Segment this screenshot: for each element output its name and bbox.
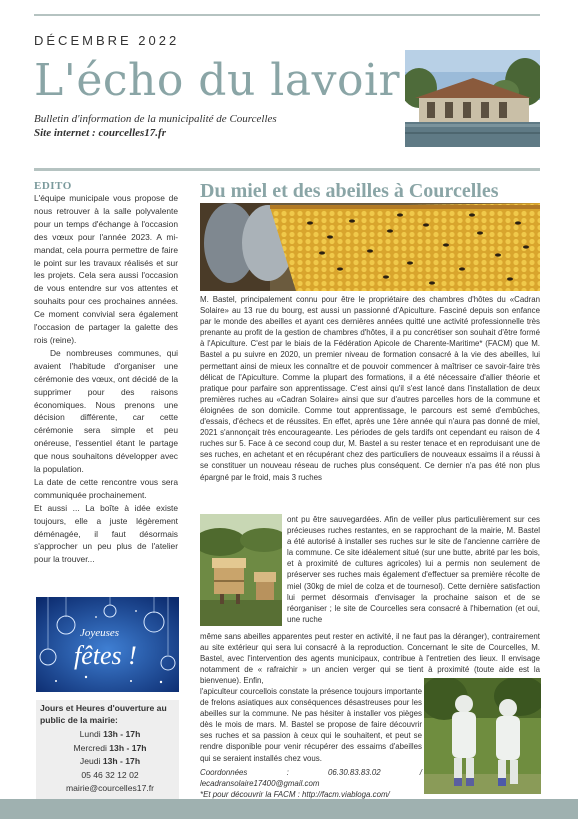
hours-email: mairie@courcelles17.fr xyxy=(65,783,154,794)
hours-row xyxy=(40,755,180,769)
header-rule xyxy=(34,168,540,171)
hours-row xyxy=(40,742,180,756)
lavoir-photo xyxy=(405,50,540,147)
beekeepers-photo xyxy=(424,678,541,794)
edito-text xyxy=(34,192,178,566)
greeting-line2: fêtes ! xyxy=(74,641,137,670)
greeting-line1: Joyeuses xyxy=(80,627,120,639)
hours-day: Mercredi xyxy=(73,742,107,753)
edito-paragraph: De nombreuses communes, qui avaient l'habitude d'organiser une cérémonie des vœux, ont décidé de la supprimer pour des raisons économiques. Nous prenons une décision différente, car cette cérémonie sera simple et peu onéreuse, l'essentiel étant le partage que nous souhaitons développer avec la population. xyxy=(34,347,178,475)
article-text-2 xyxy=(287,514,540,625)
hours-day: Lundi xyxy=(79,729,101,739)
hours-phone: 05 46 32 12 02 xyxy=(81,769,139,780)
newsletter-subtitle: Bulletin d'information de la municipalité de Courcelles xyxy=(34,113,277,125)
article-text-4 xyxy=(200,686,422,800)
greeting-card xyxy=(36,597,179,692)
article-paragraph: l'apiculteur courcellois constate la présence toujours importante de frelons asiatiques aux conséquences désastreuses pour les abeilles sur la commune. Ne pas hésiter à installer vos pièges dès le mois de mars. M. Bastel se propose de faire découvrir ses ruches et sa passion à ceux qui le souhaitent, et peut se rendre disponible pour venir récupérer des essaims d'abeilles qui se seraient installés chez vous. xyxy=(200,687,422,763)
hours-day: Jeudi xyxy=(79,756,101,767)
footer-band xyxy=(0,799,578,819)
edito-paragraph: Et aussi ... La boîte à idée existe toujours, elle a juste légèrement déménagée, il faut désormais s'approcher un peu plus de l'atelier pour la trouver... xyxy=(34,502,178,565)
website-line: Site internet : courcelles17.fr xyxy=(34,127,166,139)
issue-date: DÉCEMBRE 2022 xyxy=(34,33,180,48)
beehive-photo xyxy=(200,514,282,626)
article-title: Du miel et des abeilles à Courcelles xyxy=(200,180,499,202)
article-contact: Coordonnées : 06.30.83.83.02 / lecadransolaire17400@gmail.com xyxy=(200,767,422,788)
article-footnote: *Et pour découvrir la FACM : http://facm.viabloga.com/ xyxy=(200,789,390,799)
hours-row xyxy=(40,728,180,742)
top-rule xyxy=(34,14,540,16)
honeycomb-photo xyxy=(200,203,540,291)
hours-time: 13h - 17h xyxy=(102,756,141,767)
newsletter-title: L'écho du lavoir xyxy=(34,55,401,106)
hours-time: 13h - 17h xyxy=(109,742,147,753)
edito-paragraph: L'équipe municipale vous propose de nous retrouver à la salle polyvalente pour un temps d'échange à l'occasion des vœux pour l'année 2023. A mi-mandat, cela pourra permettre de faire le point sur les travaux réalisés et sur les projets. Cela sera aussi l'occasion de vous entendre sur vos attentes et souhaits pour ces prochaines années. Ce moment convivial sera également l'occasion de partager la galette des rois (reine). xyxy=(34,193,178,345)
hours-box xyxy=(40,703,180,796)
article-paragraph: M. Bastel, principalement connu pour être le propriétaire des chambres d'hôtes du «Cadran Solaire» au 13 rue du bourg, est aussi un passionné d'Apiculture. Fasciné depuis son enfance par le monde des abeilles et ayant ces dernières années quitté une activité professionnelle très prenante au profit de la gestion de chambres d'hôtes, il a pu concrétiser son souhait d'être formé à l'Apiculture. C'est par le biais de la Fédération Apicole de Charente-Maritime* (FACM) que M. Bastel a pu suivre en 2020, un premier niveau de formation consacré à la vie des abeilles, lui permettant ainsi de mieux les connaître et de pouvoir commencer à maîtriser ce savoir-faire très délicat de l'Apiculture. Comme la plupart des formations, il a été nécessaire d'allier théorie et pratique pour parfaire son apprentissage. C'est ainsi qu'il s'est lancé dans l'installation de deux premières ruches au «Cadran Solaire» ainsi que sur d'autres parcelles hors de la commune et éloignées de son domicile. Comme tout apprentissage, le parcours est semé d'embûches, d'essais, d'échecs et de réussites. En effet, après une 1ère année qui n'aura pas donné de miel, 2021 s'annonçait très encourageante. Les périodes de gels tardifs ont cependant eu raison de 4 ruches sur 5. Face à ce second coup dur, M. Bastel a su rester tenace et en reproduisant une de ses ruches, en achetant et en récupérant chez des particuliers de nouveaux essaims il a réussi à se constituer un nouveau réseau de ruches plus conséquent. Ce dernier n'a pas été non plus épargné par le froid, mais 3 ruches xyxy=(200,295,540,482)
article-paragraph: ont pu être sauvegardées. Afin de veiller plus particulièrement sur ces précieuses ruches restantes, en se rapprochant de la mairie, M. Bastel a été autorisé à installer ses ruches sur le site de l'ancienne carrière de la commune. Ce site idéalement situé (sur une butte, abrité par les bois, et à proximité de cultures agricoles) lui a permis non seulement de préserver ses ruches mais également d'effectuer sa première récolte de miel (30kg de miel de colza et de tournesol). Cette dernière satisfaction lui permet désormais d'envisager la prochaine saison et de se réorganiser ; le site de Courcelles sera consacré à l'hibernation (et oui, une ruche xyxy=(287,515,540,624)
article-text-1 xyxy=(200,294,540,483)
hours-title: Jours et Heures d'ouverture au public de la mairie: xyxy=(40,703,167,725)
article-paragraph: même sans abeilles apparentes peut rester en activité, il ne faut pas la déranger), contrairement au site extérieur qui sera lui consacré à la reproduction. Concernant le site de Courcelles, M. Bastel, avec l'intervention des agents municipaux, contribue à l'entretien des lieux. Il envisage notamment de « rafraichir » un ancien verger qui se tient à proximité (toute aide est la bienvenue). Enfin, xyxy=(200,632,540,686)
edito-heading: EDITO xyxy=(34,180,72,192)
edito-paragraph: La date de cette rencontre vous sera communiquée prochainement. xyxy=(34,476,178,500)
hours-time: 13h - 17h xyxy=(103,729,141,739)
